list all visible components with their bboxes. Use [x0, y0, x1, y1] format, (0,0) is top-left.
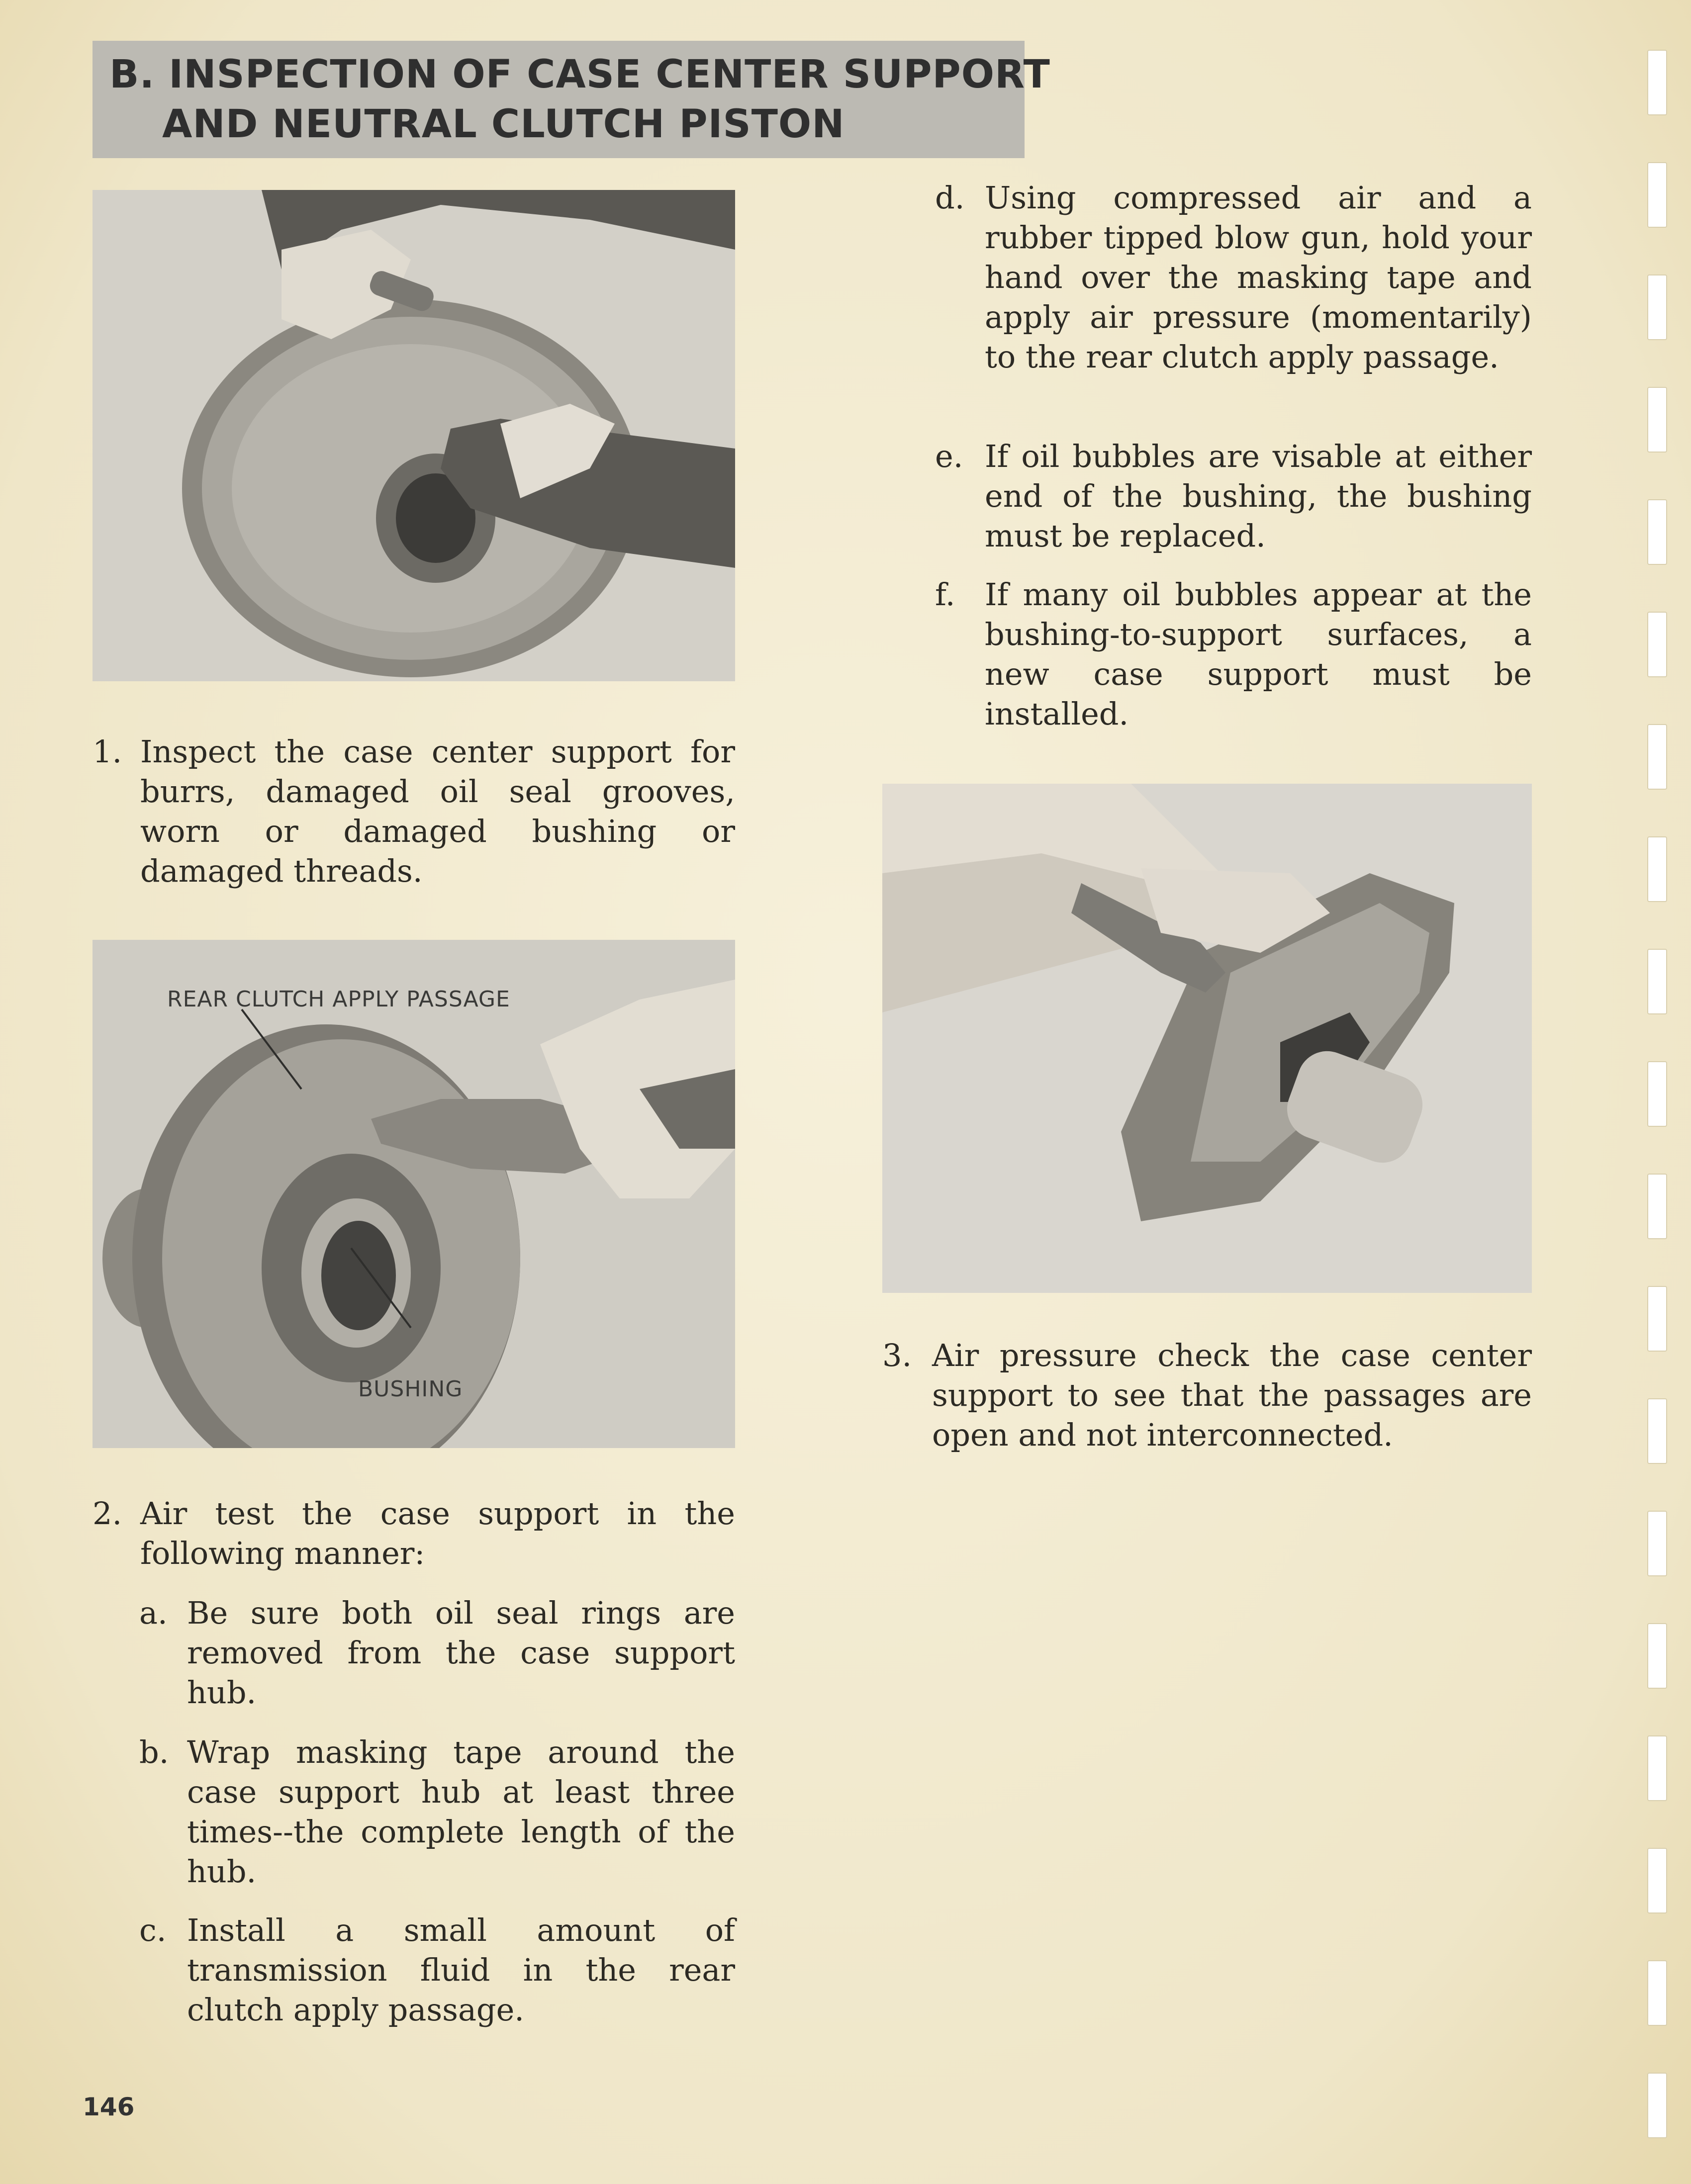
step-2e-text: If oil bubbles are visable at either end of the bushing, the bushing must be replaced.	[985, 438, 1532, 554]
step-2d-letter: d.	[935, 180, 965, 216]
step-2b-letter: b.	[139, 1734, 169, 1770]
section-header	[93, 41, 1050, 158]
step-2f	[935, 575, 1532, 734]
step-2	[93, 1494, 735, 1578]
photo-2-illustration	[93, 940, 735, 1448]
label-bushing: BUSHING	[358, 1376, 463, 1402]
step-2c-letter: c.	[139, 1912, 167, 1948]
step-2b	[139, 1732, 735, 1892]
photo-air-pressure-check	[882, 784, 1532, 1293]
step-2f-text: If many oil bubbles appear at the bushing-to-support surfaces, a new case support must be installed.	[985, 576, 1532, 732]
label-rear-clutch-apply-passage: REAR CLUTCH APPLY PASSAGE	[167, 987, 510, 1012]
photo-1-illustration	[93, 190, 735, 681]
header-line-1: B. INSPECTION OF CASE CENTER SUPPORT	[109, 52, 1050, 97]
step-3	[882, 1336, 1532, 1455]
step-2d-text: Using compressed air and a rubber tipped blow gun, hold your hand over the masking tape and apply air pressure (momentarily) to the rear clutch apply passage.	[985, 180, 1532, 375]
photo-3-illustration	[882, 784, 1532, 1293]
step-2e-letter: e.	[935, 438, 963, 474]
step-2b-text: Wrap masking tape around the case support hub at least three times--the complete length of the hub.	[187, 1734, 735, 1890]
step-2-text: Air test the case support in the following manner:	[140, 1495, 735, 1571]
step-2c-text: Install a small amount of transmission fluid in the rear clutch apply passage.	[187, 1912, 735, 2028]
step-2e	[935, 437, 1532, 556]
step-2c	[139, 1911, 735, 2030]
step-2a-text: Be sure both oil seal rings are removed from the case support hub.	[187, 1595, 735, 1711]
step-1-text: Inspect the case center support for burrs, damaged oil seal grooves, worn or damaged bushing or damaged threads.	[140, 733, 735, 889]
step-3-text: Air pressure check the case center support to see that the passages are open and not interconnected.	[932, 1337, 1532, 1453]
page-number: 146	[83, 2093, 135, 2121]
binder-holes	[1647, 50, 1667, 2153]
photo-inspect-support	[93, 190, 735, 681]
header-line-2: AND NEUTRAL CLUTCH PISTON	[162, 102, 845, 147]
step-2-number: 2.	[93, 1495, 122, 1532]
step-3-number: 3.	[882, 1337, 912, 1373]
photo-air-test-support	[93, 940, 735, 1448]
step-2a-letter: a.	[139, 1595, 168, 1631]
step-2a	[139, 1593, 735, 1713]
step-1	[93, 732, 735, 891]
step-2f-letter: f.	[935, 576, 955, 613]
step-2d	[935, 178, 1532, 417]
step-1-number: 1.	[93, 733, 122, 770]
